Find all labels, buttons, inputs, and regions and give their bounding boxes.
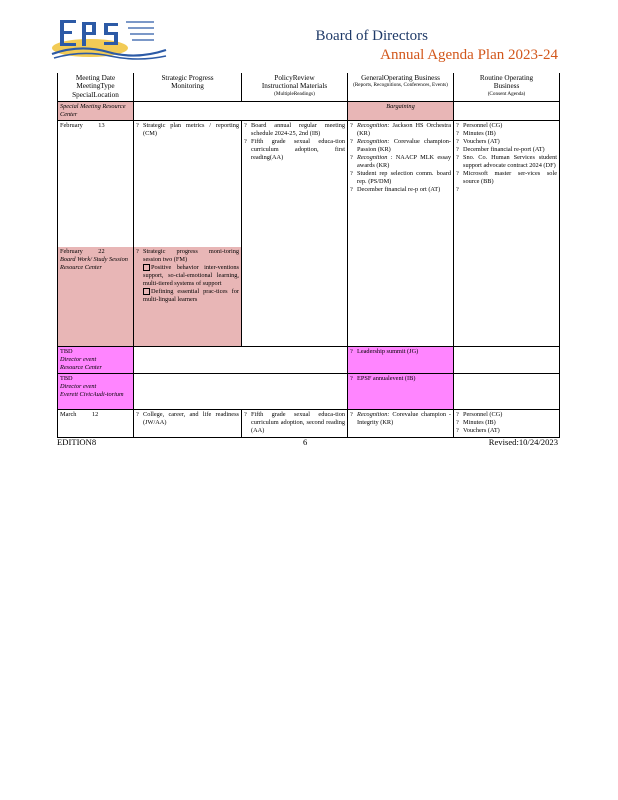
meeting-date: TBD bbox=[60, 348, 73, 356]
routine-cell: ? Personnel (CG) ? Minutes (IB) ? Vouchers (AT) bbox=[454, 410, 560, 438]
meeting-date-cell bbox=[58, 247, 134, 347]
legend-bargaining: Bargaining bbox=[348, 102, 454, 121]
agenda-table bbox=[57, 73, 560, 438]
policy-cell: ? Fifth grade sexual educa-tion curriculum adoption, second reading (AA) bbox=[242, 410, 348, 438]
meeting-type: Director event bbox=[60, 383, 97, 391]
table-row bbox=[58, 121, 560, 247]
strategic-cell: ? College, career, and life readiness (JW/AA) bbox=[134, 410, 242, 438]
table-row bbox=[58, 410, 560, 438]
meeting-date-cell bbox=[58, 374, 134, 410]
table-header-row bbox=[58, 73, 560, 102]
footer-revised-date: Revised:10/24/2023 bbox=[488, 437, 558, 447]
policy-cell: ? Board annual regular meeting schedule 2024-25, 2nd (IB) ? Fifth grade sexual educa-tion curriculum adoption, first reading(AA) bbox=[242, 121, 348, 247]
general-cell: ? Recognition: Jackson HS Orchestra (KR) ? Recognition: Corevalue champion- Passion (KR) ? Recognition : NAACP MLK essay awards (KR) ? Student rep selection comm. board rep. (PS/DM) ? December financial re-p ort (AT) bbox=[348, 121, 454, 347]
table-row bbox=[58, 374, 560, 410]
document-title: Board of Directors bbox=[315, 28, 428, 44]
legend-row bbox=[58, 102, 560, 121]
general-cell: ? Recognition: Corevalue champion -Integrity (KR) bbox=[348, 410, 454, 438]
general-cell: ? Leadership summit (JG) bbox=[348, 347, 454, 374]
meeting-type: Director event bbox=[60, 356, 97, 364]
meeting-date: February 13 bbox=[58, 121, 134, 247]
document-subtitle: Annual Agenda Plan 2023-24 bbox=[380, 47, 558, 63]
meeting-location: Resource Center bbox=[60, 263, 102, 271]
footer-page-number: 6 bbox=[303, 437, 308, 447]
checkbox-icon bbox=[143, 288, 150, 295]
meeting-date: March 12 bbox=[58, 410, 134, 438]
routine-cell: ? Personnel (CG) ? Minutes (IB) ? Vouchers (AT) ? December financial re-port (AT) ? Sno. Co. Human Services student support advocate contract 2024 (DF) ? Microsoft master ser-vices sole source (BB) ? bbox=[454, 121, 560, 347]
meeting-location: Everett CivicAudi-torium bbox=[60, 391, 124, 399]
meeting-location: Resource Center bbox=[60, 364, 102, 372]
col-header-meeting: Meeting Date MeetingType SpecialLocation bbox=[58, 73, 134, 102]
everett-public-schools-logo bbox=[50, 14, 168, 64]
col-header-general: GeneralOperating Business (Reports, Recognitions, Conferences, Events) bbox=[348, 73, 454, 102]
footer-edition: EDITION8 bbox=[57, 437, 97, 447]
meeting-type: Board Work/ Study Session bbox=[60, 255, 128, 263]
col-header-strategic: Strategic Progress Monitoring bbox=[134, 73, 242, 102]
meeting-date: TBD bbox=[60, 375, 73, 383]
table-row bbox=[58, 347, 560, 374]
meeting-date: February 22 bbox=[60, 247, 105, 255]
strategic-cell: ? Strategic plan metrics / reporting (CM) bbox=[134, 121, 242, 247]
col-header-routine: Routine Operating Business (Consent Agenda) bbox=[454, 73, 560, 102]
strategic-cell: ? Strategic progress moni-toring session two (FM) Positive behavior inter-ventions support, so-cial-emotional learning, multi-tiered systems of support Defining essential prac-tices for multi-lingual learners bbox=[134, 247, 242, 347]
legend-special-meeting: Special Meeting Resource Center bbox=[58, 102, 134, 121]
general-cell: ? EPSF annualevent (IB) bbox=[348, 374, 454, 410]
meeting-date-cell bbox=[58, 347, 134, 374]
checkbox-icon bbox=[143, 264, 150, 271]
col-header-policy: PolicyReview Instructional Materials (MultipleReadings) bbox=[242, 73, 348, 102]
